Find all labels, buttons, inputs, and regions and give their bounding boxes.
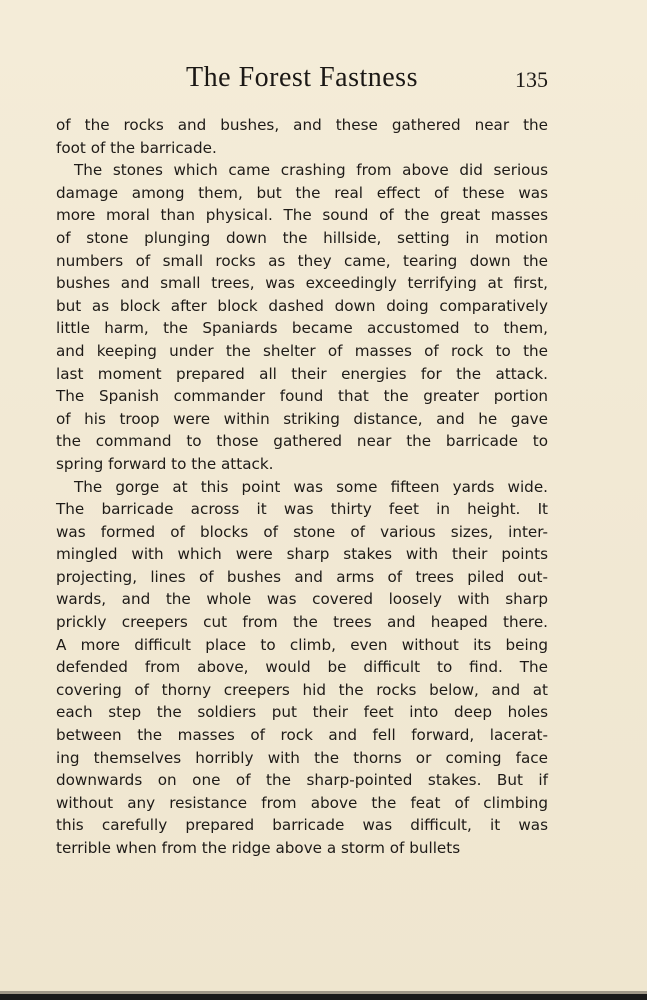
text-line: the command to those gathered near the barricade to: [56, 432, 548, 451]
paragraph: [56, 159, 548, 475]
text-line: numbers of small rocks as they came, tearing down the: [56, 251, 548, 270]
text-line: ing themselves horribly with the thorns or coming face: [56, 748, 548, 767]
text-line: terrible when from the ridge above a storm of bullets: [56, 839, 461, 857]
text-line: last moment prepared all their energies for the attack.: [56, 364, 548, 383]
text-line: prickly creepers cut from the trees and heaped there.: [56, 613, 548, 632]
text-line: downwards on one of the sharp-pointed stakes. But if: [56, 771, 548, 790]
text-line: but as block after block dashed down doing comparatively: [56, 296, 548, 315]
text-line: bushes and small trees, was exceedingly terrifying at first,: [56, 274, 548, 293]
scan-edge-shadow: [0, 994, 647, 1000]
text-line: mingled with which were sharp stakes with their points: [56, 545, 548, 564]
text-line: defended from above, would be difficult to find. The: [56, 658, 548, 677]
text-line: wards, and the whole was covered loosely with sharp: [56, 590, 548, 609]
text-line: foot of the barricade.: [56, 138, 217, 157]
text-line: A more difficult place to climb, even without its being: [56, 635, 548, 654]
text-line: of his troop were within striking distance, and he gave: [56, 409, 548, 428]
paragraph: [56, 476, 548, 860]
body-text: [56, 114, 548, 860]
text-line: was formed of blocks of stone of various sizes, inter-: [56, 522, 548, 541]
text-line: The stones which came crashing from above did serious: [74, 161, 548, 180]
text-line: covering of thorny creepers hid the rocks below, and at: [56, 680, 548, 699]
text-line: The Spanish commander found that the greater portion: [56, 387, 548, 406]
text-line: of the rocks and bushes, and these gathered near the: [56, 116, 548, 134]
text-line: of stone plunging down the hillside, setting in motion: [56, 228, 548, 247]
text-line: damage among them, but the real effect of these was: [56, 183, 548, 202]
text-line: spring forward to the attack.: [56, 454, 274, 473]
text-line: more moral than physical. The sound of the great masses: [56, 206, 548, 225]
paragraph: [56, 114, 548, 159]
text-line: The gorge at this point was some fifteen yards wide.: [74, 477, 548, 496]
chapter-title: The Forest Fastness: [186, 62, 418, 93]
text-line: this carefully prepared barricade was difficult, it was: [56, 816, 548, 835]
running-head: [56, 62, 548, 102]
text-line: without any resistance from above the feat of climbing: [56, 793, 548, 812]
page-number: 135: [515, 67, 548, 92]
text-line: little harm, the Spaniards became accustomed to them,: [56, 319, 548, 338]
text-line: each step the soldiers put their feet into deep holes: [56, 703, 548, 722]
text-line: The barricade across it was thirty feet in height. It: [56, 500, 548, 519]
text-line: projecting, lines of bushes and arms of trees piled out-: [56, 567, 548, 586]
text-line: between the masses of rock and fell forward, lacerat-: [56, 726, 548, 745]
text-line: and keeping under the shelter of masses of rock to the: [56, 341, 548, 360]
